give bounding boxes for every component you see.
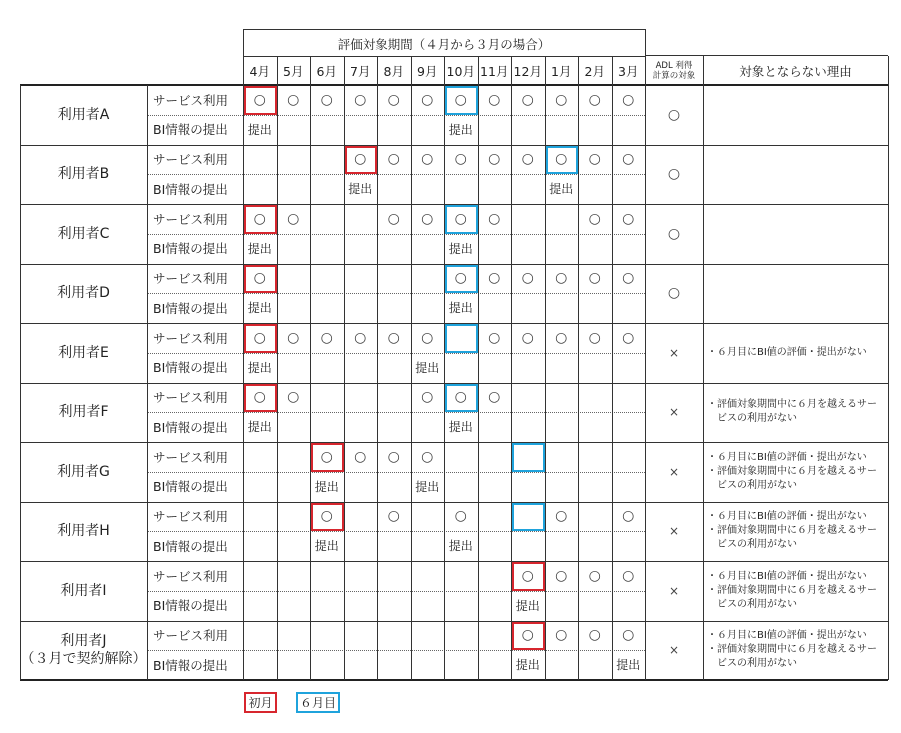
service-used-mark: ○: [253, 210, 266, 227]
service-used-mark: ○: [521, 270, 534, 287]
service-used-mark: ○: [387, 508, 400, 525]
service-use-label: サービス利用: [153, 449, 229, 465]
adl-target-mark: ○: [667, 106, 681, 123]
bi-submit-label: BI情報の提出: [153, 122, 228, 138]
service-used-mark: ○: [354, 329, 367, 346]
legend-first-label: 初月: [248, 696, 273, 710]
month-divider: [310, 56, 311, 680]
bi-submit-label: BI情報の提出: [153, 538, 228, 554]
service-use-label: サービス利用: [153, 211, 229, 227]
service-used-mark: ○: [454, 389, 467, 406]
service-used-mark: ○: [387, 91, 400, 108]
month-divider: [344, 56, 345, 680]
month-divider: [478, 56, 479, 680]
month-header-8: 11月: [480, 63, 509, 79]
bi-submitted-mark: 提出: [448, 241, 473, 256]
service-used-mark: ○: [555, 567, 568, 584]
user-name: 利用者J （３月で契約解除）: [20, 633, 147, 668]
adl-target-mark: ○: [667, 225, 681, 242]
service-used-mark: ○: [421, 389, 434, 406]
service-used-mark: ○: [454, 270, 467, 287]
service-used-mark: ○: [521, 567, 534, 584]
bi-submitted-mark: 提出: [314, 479, 339, 494]
bi-submitted-mark: 提出: [247, 122, 272, 137]
sub-row-divider: [147, 472, 645, 473]
service-used-mark: ○: [354, 91, 367, 108]
service-used-mark: ○: [622, 270, 635, 287]
month-header-9: 12月: [513, 63, 542, 79]
service-used-mark: ○: [588, 151, 601, 168]
bi-submitted-mark: 提出: [448, 301, 473, 316]
service-used-mark: ○: [454, 151, 467, 168]
sixth-month-highlight: [546, 146, 579, 175]
row-divider: [20, 204, 888, 205]
service-used-mark: ○: [387, 210, 400, 227]
service-used-mark: ○: [320, 508, 333, 525]
reason-title: 対象とならない理由: [739, 63, 852, 79]
exclusion-reason: [703, 561, 888, 621]
bi-submit-label: BI情報の提出: [153, 419, 228, 435]
sub-row-divider: [147, 293, 645, 294]
service-used-mark: ○: [488, 389, 501, 406]
exclusion-reason: [703, 442, 888, 502]
month-header-1: 4月: [249, 63, 270, 79]
row-divider: [20, 561, 888, 562]
service-used-mark: ○: [454, 508, 467, 525]
exclusion-reason: [703, 621, 888, 681]
bi-submitted-mark: 提出: [314, 539, 339, 554]
sub-row-divider: [147, 234, 645, 235]
service-used-mark: ○: [354, 448, 367, 465]
sixth-month-highlight: [445, 384, 478, 413]
row-divider: [20, 679, 888, 681]
service-use-label: サービス利用: [153, 92, 229, 108]
exclusion-reason: [703, 204, 888, 264]
service-used-mark: ○: [622, 91, 635, 108]
user-name: 利用者F: [58, 404, 109, 421]
reason-line: ・評価対象期間中に６月を越えるサー: [707, 584, 877, 596]
month-divider: [243, 29, 244, 680]
reason-line: ビスの利用がない: [707, 413, 797, 425]
service-used-mark: ○: [588, 567, 601, 584]
service-use-label: サービス利用: [153, 509, 229, 525]
first-month-highlight: [244, 384, 277, 413]
exclusion-reason: [703, 145, 888, 205]
month-header-4: 7月: [350, 63, 371, 79]
service-used-mark: ○: [320, 91, 333, 108]
reason-line: ・６月目にBI値の評価・提出がない: [707, 630, 867, 642]
bi-submitted-mark: 提出: [448, 539, 473, 554]
sixth-month-highlight: [445, 205, 478, 234]
first-month-highlight: [244, 265, 277, 294]
header-bottom-line: [20, 84, 888, 86]
service-use-label: サービス利用: [153, 152, 229, 168]
service-used-mark: ○: [488, 91, 501, 108]
period-title: 評価対象期間（４月から３月の場合）: [337, 36, 551, 52]
bi-submit-label: BI情報の提出: [153, 479, 228, 495]
service-used-mark: ○: [555, 151, 568, 168]
service-use-label: サービス利用: [153, 628, 229, 644]
service-used-mark: ○: [421, 448, 434, 465]
month-divider: [645, 29, 646, 680]
first-month-highlight: [244, 86, 277, 115]
service-used-mark: ○: [421, 91, 434, 108]
service-used-mark: ○: [287, 91, 300, 108]
service-used-mark: ○: [354, 151, 367, 168]
service-used-mark: ○: [488, 270, 501, 287]
first-month-highlight: [512, 622, 545, 651]
service-use-label: サービス利用: [153, 271, 229, 287]
reason-line: ・６月目にBI値の評価・提出がない: [707, 346, 867, 358]
service-used-mark: ○: [555, 627, 568, 644]
service-used-mark: ○: [387, 151, 400, 168]
service-used-mark: ○: [287, 329, 300, 346]
service-used-mark: ○: [488, 151, 501, 168]
service-used-mark: ○: [387, 448, 400, 465]
user-name: 利用者B: [57, 166, 110, 183]
legend-sixth-month: [296, 692, 340, 713]
month-divider: [545, 56, 546, 680]
reason-line: ビスの利用がない: [707, 479, 797, 491]
exclusion-reason: [703, 502, 888, 562]
user-name: 利用者A: [57, 106, 110, 123]
bi-submitted-mark: 提出: [415, 360, 440, 375]
adl-target-mark: ×: [668, 345, 680, 360]
service-used-mark: ○: [287, 210, 300, 227]
sixth-month-highlight: [445, 324, 478, 353]
month-header-6: 9月: [417, 63, 438, 79]
service-used-mark: ○: [320, 448, 333, 465]
label-divider: [147, 85, 148, 680]
service-used-mark: ○: [421, 151, 434, 168]
reason-line: ビスの利用がない: [707, 658, 797, 670]
user-name: 利用者E: [58, 344, 109, 361]
service-used-mark: ○: [588, 270, 601, 287]
bi-submitted-mark: 提出: [448, 122, 473, 137]
service-used-mark: ○: [622, 627, 635, 644]
adl-title: ADL 利得 計算の対象: [652, 60, 696, 81]
user-name: 利用者D: [57, 285, 110, 302]
reason-line: ・評価対象期間中に６月を越えるサー: [707, 644, 877, 656]
table-left-border: [20, 85, 21, 680]
service-use-label: サービス利用: [153, 330, 229, 346]
service-used-mark: ○: [555, 508, 568, 525]
bi-submit-label: BI情報の提出: [153, 241, 228, 257]
bi-submit-label: BI情報の提出: [153, 598, 228, 614]
service-used-mark: ○: [521, 627, 534, 644]
service-used-mark: ○: [521, 151, 534, 168]
reason-line: ・６月目にBI値の評価・提出がない: [707, 570, 867, 582]
sub-row-divider: [147, 650, 645, 651]
row-divider: [20, 621, 888, 622]
row-divider: [20, 442, 888, 443]
service-used-mark: ○: [387, 329, 400, 346]
service-used-mark: ○: [320, 329, 333, 346]
adl-target-mark: ○: [667, 285, 681, 302]
exclusion-reason: [703, 264, 888, 324]
bi-submitted-mark: 提出: [415, 479, 440, 494]
service-used-mark: ○: [588, 627, 601, 644]
bi-submitted-mark: 提出: [348, 182, 373, 197]
service-used-mark: ○: [454, 210, 467, 227]
sub-row-divider: [147, 531, 645, 532]
service-used-mark: ○: [253, 270, 266, 287]
adl-target-mark: ×: [668, 643, 680, 658]
reason-line: ・評価対象期間中に６月を越えるサー: [707, 465, 877, 477]
user-name: 利用者I: [60, 582, 107, 599]
service-used-mark: ○: [622, 567, 635, 584]
adl-target-mark: ×: [668, 524, 680, 539]
sixth-month-highlight: [445, 86, 478, 115]
sub-row-divider: [147, 412, 645, 413]
month-divider: [612, 56, 613, 680]
bi-submitted-mark: 提出: [515, 658, 540, 673]
month-header-3: 6月: [316, 63, 337, 79]
bi-submitted-mark: 提出: [515, 598, 540, 613]
first-month-highlight: [311, 443, 344, 472]
sub-row-divider: [147, 591, 645, 592]
service-used-mark: ○: [622, 210, 635, 227]
reason-line: ・６月目にBI値の評価・提出がない: [707, 451, 867, 463]
month-header-12: 3月: [618, 63, 639, 79]
sixth-month-highlight: [512, 503, 545, 532]
exclusion-reason: [703, 383, 888, 443]
month-header-2: 5月: [283, 63, 304, 79]
month-divider: [377, 56, 378, 680]
service-used-mark: ○: [555, 91, 568, 108]
table-right-border: [888, 56, 889, 680]
adl-target-mark: ×: [668, 464, 680, 479]
adl-header-top-line: [645, 55, 888, 56]
service-used-mark: ○: [488, 329, 501, 346]
service-used-mark: ○: [555, 270, 568, 287]
service-used-mark: ○: [588, 210, 601, 227]
service-used-mark: ○: [521, 329, 534, 346]
bi-submit-label: BI情報の提出: [153, 181, 228, 197]
service-used-mark: ○: [253, 389, 266, 406]
reason-line: ・評価対象期間中に６月を越えるサー: [707, 525, 877, 537]
first-month-highlight: [512, 562, 545, 591]
header-top-line: [243, 29, 645, 30]
month-divider: [444, 56, 445, 680]
first-month-highlight: [244, 324, 277, 353]
adl-target-mark: ×: [668, 583, 680, 598]
legend-first-month: [244, 692, 277, 713]
reason-line: ・６月目にBI値の評価・提出がない: [707, 511, 867, 523]
bi-submitted-mark: 提出: [247, 420, 272, 435]
first-month-highlight: [311, 503, 344, 532]
service-used-mark: ○: [287, 389, 300, 406]
row-divider: [20, 145, 888, 146]
month-header-10: 1月: [551, 63, 572, 79]
reason-line: ビスの利用がない: [707, 598, 797, 610]
first-month-highlight: [345, 146, 378, 175]
bi-submitted-mark: 提出: [247, 301, 272, 316]
reason-divider: [703, 56, 704, 680]
row-divider: [20, 264, 888, 265]
row-divider: [20, 323, 888, 324]
service-used-mark: ○: [622, 151, 635, 168]
sixth-month-highlight: [512, 443, 545, 472]
legend-sixth-label: ６月目: [299, 696, 336, 710]
month-divider: [578, 56, 579, 680]
exclusion-reason: [703, 85, 888, 145]
service-use-label: サービス利用: [153, 390, 229, 406]
service-use-label: サービス利用: [153, 568, 229, 584]
user-name: 利用者G: [57, 463, 110, 480]
service-used-mark: ○: [421, 210, 434, 227]
service-used-mark: ○: [588, 91, 601, 108]
service-used-mark: ○: [253, 91, 266, 108]
adl-target-mark: ×: [668, 405, 680, 420]
bi-submit-label: BI情報の提出: [153, 300, 228, 316]
row-divider: [20, 383, 888, 384]
month-header-5: 8月: [383, 63, 404, 79]
exclusion-reason: [703, 323, 888, 383]
reason-line: ビスの利用がない: [707, 539, 797, 551]
service-used-mark: ○: [622, 329, 635, 346]
bi-submitted-mark: 提出: [247, 241, 272, 256]
service-used-mark: ○: [454, 91, 467, 108]
bi-submitted-mark: 提出: [549, 182, 574, 197]
sub-row-divider: [147, 174, 645, 175]
month-header-11: 2月: [584, 63, 605, 79]
sixth-month-highlight: [445, 265, 478, 294]
service-used-mark: ○: [555, 329, 568, 346]
service-used-mark: ○: [488, 210, 501, 227]
service-used-mark: ○: [622, 508, 635, 525]
month-divider: [277, 56, 278, 680]
first-month-highlight: [244, 205, 277, 234]
user-name: 利用者C: [57, 225, 110, 242]
service-used-mark: ○: [253, 329, 266, 346]
row-divider: [20, 502, 888, 503]
user-name: 利用者H: [57, 523, 110, 540]
bi-submitted-mark: 提出: [448, 420, 473, 435]
service-used-mark: ○: [421, 329, 434, 346]
sub-row-divider: [147, 353, 645, 354]
sub-row-divider: [147, 115, 645, 116]
service-used-mark: ○: [588, 329, 601, 346]
bi-submitted-mark: 提出: [616, 658, 641, 673]
month-divider: [511, 56, 512, 680]
bi-submitted-mark: 提出: [247, 360, 272, 375]
reason-line: ・評価対象期間中に６月を越えるサー: [707, 399, 877, 411]
bi-submit-label: BI情報の提出: [153, 360, 228, 376]
adl-target-mark: ○: [667, 166, 681, 183]
month-divider: [411, 56, 412, 680]
bi-submit-label: BI情報の提出: [153, 657, 228, 673]
month-header-7: 10月: [446, 63, 475, 79]
service-used-mark: ○: [521, 91, 534, 108]
